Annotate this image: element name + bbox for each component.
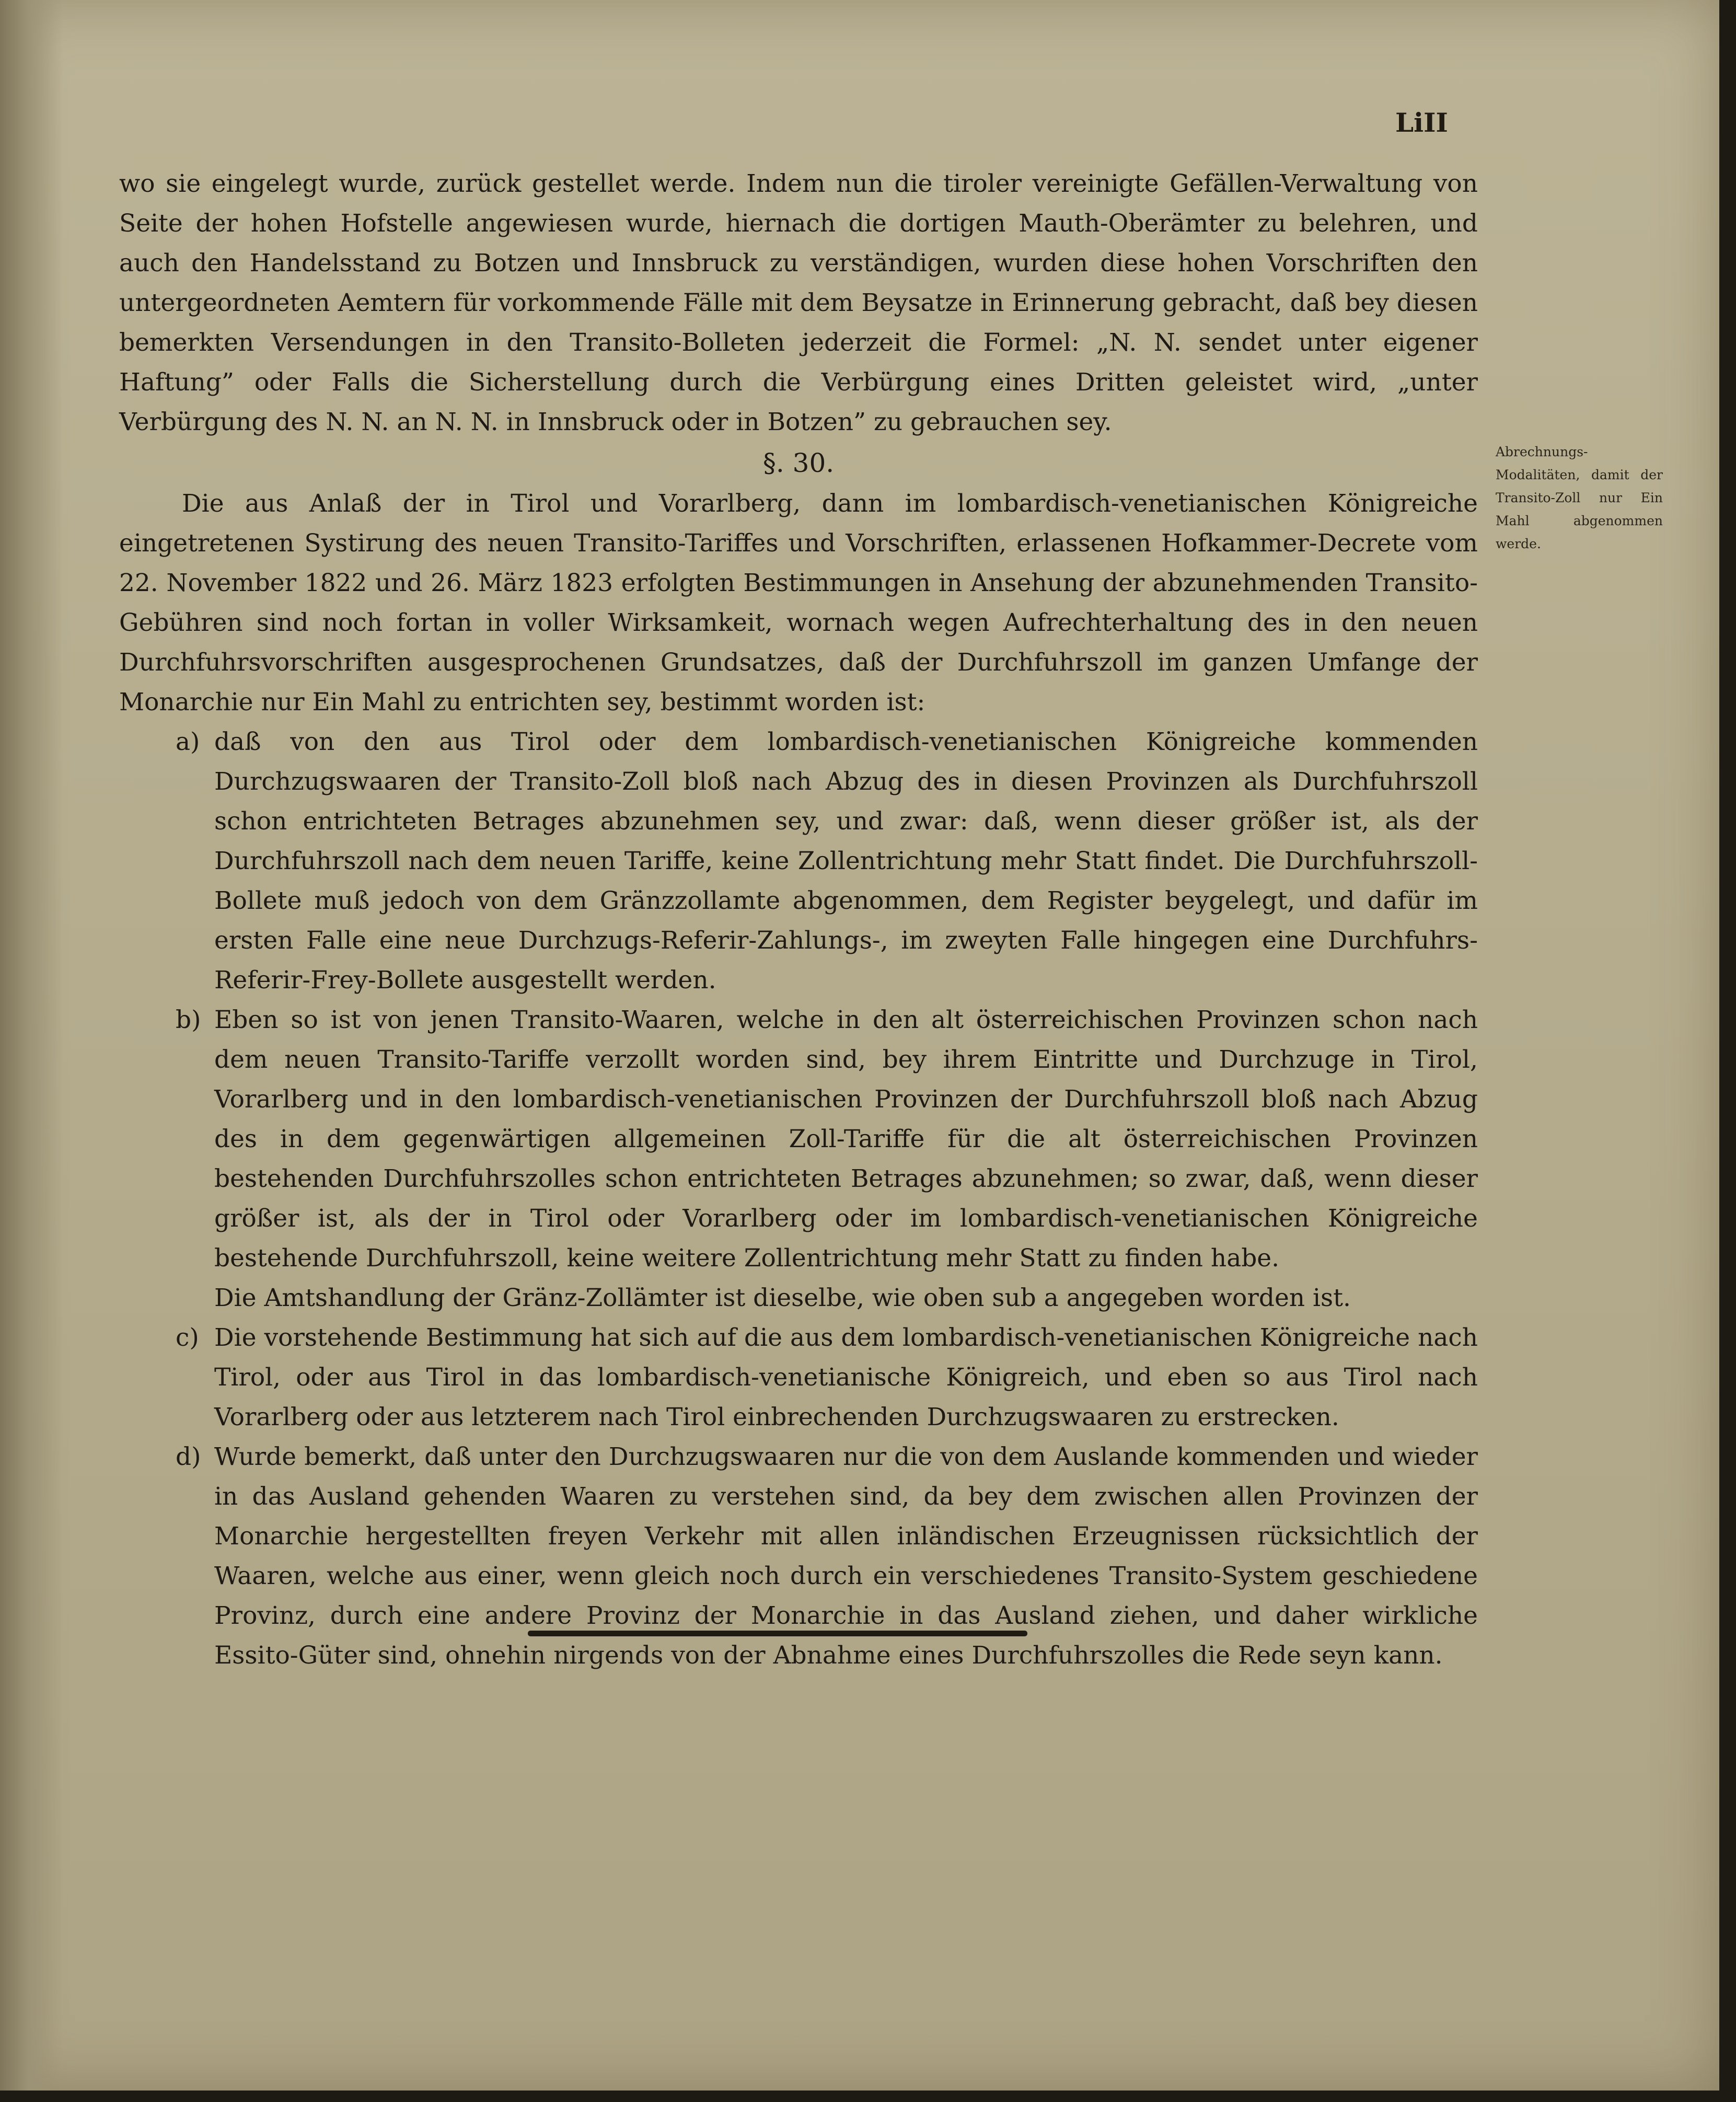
- list-marker-b: b): [176, 1006, 201, 1034]
- margin-note: Abrechnungs-Modalitäten, damit der Transito-Zoll nur Ein Mahl abgenommen werde.: [1496, 444, 1663, 551]
- section-heading: §. 30.: [762, 448, 835, 478]
- section-paragraph: Die aus Anlaß der in Tirol und Vorarlberg, dann im lombardisch-venetianischen Königreiche eingetretenen Systirung des neuen Transito-Tariffes und Vorschriften, erlassenen Hofkammer-Decrete vom 22. November 1822 und 26. März 1823 erfolgten Bestimmungen in Ansehung der abzunehmenden Transito-Gebühren sind noch fortan in voller Wirksamkeit, wornach wegen Aufrechterhaltung des in den neuen Durchfuhrsvorschriften ausgesprochenen Grundsatzes, daß der Durchfuhrszoll im ganzen Umfange der Monarchie nur Ein Mahl zu entrichten sey, bestimmt worden ist:: [119, 489, 1478, 717]
- provision-list: [119, 722, 1478, 1676]
- list-marker-d: d): [176, 1442, 201, 1471]
- page-number: LiII: [1395, 107, 1448, 138]
- list-item-d: [119, 1437, 1478, 1676]
- list-text-a: daß von den aus Tirol oder dem lombardisch-venetianischen Königreiche kommenden Durchzugswaaren der Transito-Zoll bloß nach Abzug des in diesen Provinzen als Durchfuhrszoll schon entrichteten Betrages abzunehmen sey, und zwar: daß, wenn dieser größer ist, als der Durchfuhrszoll nach dem neuen Tariffe, keine Zollentrichtung mehr Statt findet. Die Durchfuhrszoll-Bollete muß jedoch von dem Gränzzollamte abgenommen, dem Register beygelegt, und dafür im ersten Falle eine neue Durchzugs-Referir-Zahlungs-, im zweyten Falle hingegen eine Durchfuhrs-Referir-Frey-Bollete ausgestellt werden.: [214, 727, 1478, 995]
- binding-gutter: [0, 0, 63, 2091]
- body-text: [119, 164, 1478, 1676]
- list-text-c: Die vorstehende Bestimmung hat sich auf die aus dem lombardisch-venetianischen Königreiche nach Tirol, oder aus Tirol in das lombardisch-venetianische Königreich, und eben so aus Tirol nach Vorarlberg oder aus letzterem nach Tirol einbrechenden Durchzugswaaren zu erstrecken.: [214, 1323, 1478, 1431]
- note-after-b: Die Amtshandlung der Gränz-Zollämter ist dieselbe, wie oben sub a angegeben worden ist.: [214, 1284, 1351, 1312]
- end-rule: [528, 1631, 1027, 1636]
- list-item-b: [119, 1000, 1478, 1278]
- list-item-a: [119, 722, 1478, 1000]
- list-text-d: Wurde bemerkt, daß unter den Durchzugswaaren nur die von dem Auslande kommenden und wieder in das Ausland gehenden Waaren zu verstehen sind, da bey dem zwischen allen Provinzen der Monarchie hergestellten freyen Verkehr mit allen inländischen Erzeugnissen rücksichtlich der Waaren, welche aus einer, wenn gleich noch durch ein verschiedenes Transito-System geschiedene Provinz, durch eine andere Provinz der Monarchie in das Ausland ziehen, und daher wirkliche Essito-Güter sind, ohnehin nirgends von der Abnahme eines Durchfuhrszolles die Rede seyn kann.: [214, 1442, 1478, 1670]
- list-marker-c: c): [176, 1323, 199, 1352]
- list-text-b: Eben so ist von jenen Transito-Waaren, welche in den alt österreichischen Provinzen schon nach dem neuen Transito-Tariffe verzollt worden sind, bey ihrem Eintritte und Durchzuge in Tirol, Vorarlberg und in den lombardisch-venetianischen Provinzen der Durchfuhrszoll bloß nach Abzug des in dem gegenwärtigen allgemeinen Zoll-Tariffe für die alt österreichischen Provinzen bestehenden Durchfuhrszolles schon entrichteten Betrages abzunehmen; so zwar, daß, wenn dieser größer ist, als der in Tirol oder Vorarlberg oder im lombardisch-venetianischen Königreiche bestehende Durchfuhrszoll, keine weitere Zollentrichtung mehr Statt zu finden habe.: [214, 1006, 1478, 1273]
- intro-paragraph: wo sie eingelegt wurde, zurück gestellet werde. Indem nun die tiroler vereinigte Gefällen-Verwaltung von Seite der hohen Hofstelle angewiesen wurde, hiernach die dortigen Mauth-Oberämter zu belehren, und auch den Handelsstand zu Botzen und Innsbruck zu verständigen, wurden diese hohen Vorschriften den untergeordneten Aemtern für vorkommende Fälle mit dem Beysatze in Erinnerung gebracht, daß bey diesen bemerkten Versendungen in den Transito-Bolleten jederzeit die Formel: „N. N. sendet unter eigener Haftung” oder Falls die Sicherstellung durch die Verbürgung eines Dritten geleistet wird, „unter Verbürgung des N. N. an N. N. in Innsbruck oder in Botzen” zu gebrauchen sey.: [119, 169, 1478, 436]
- list-marker-a: a): [176, 727, 200, 756]
- list-item-c: [119, 1318, 1478, 1437]
